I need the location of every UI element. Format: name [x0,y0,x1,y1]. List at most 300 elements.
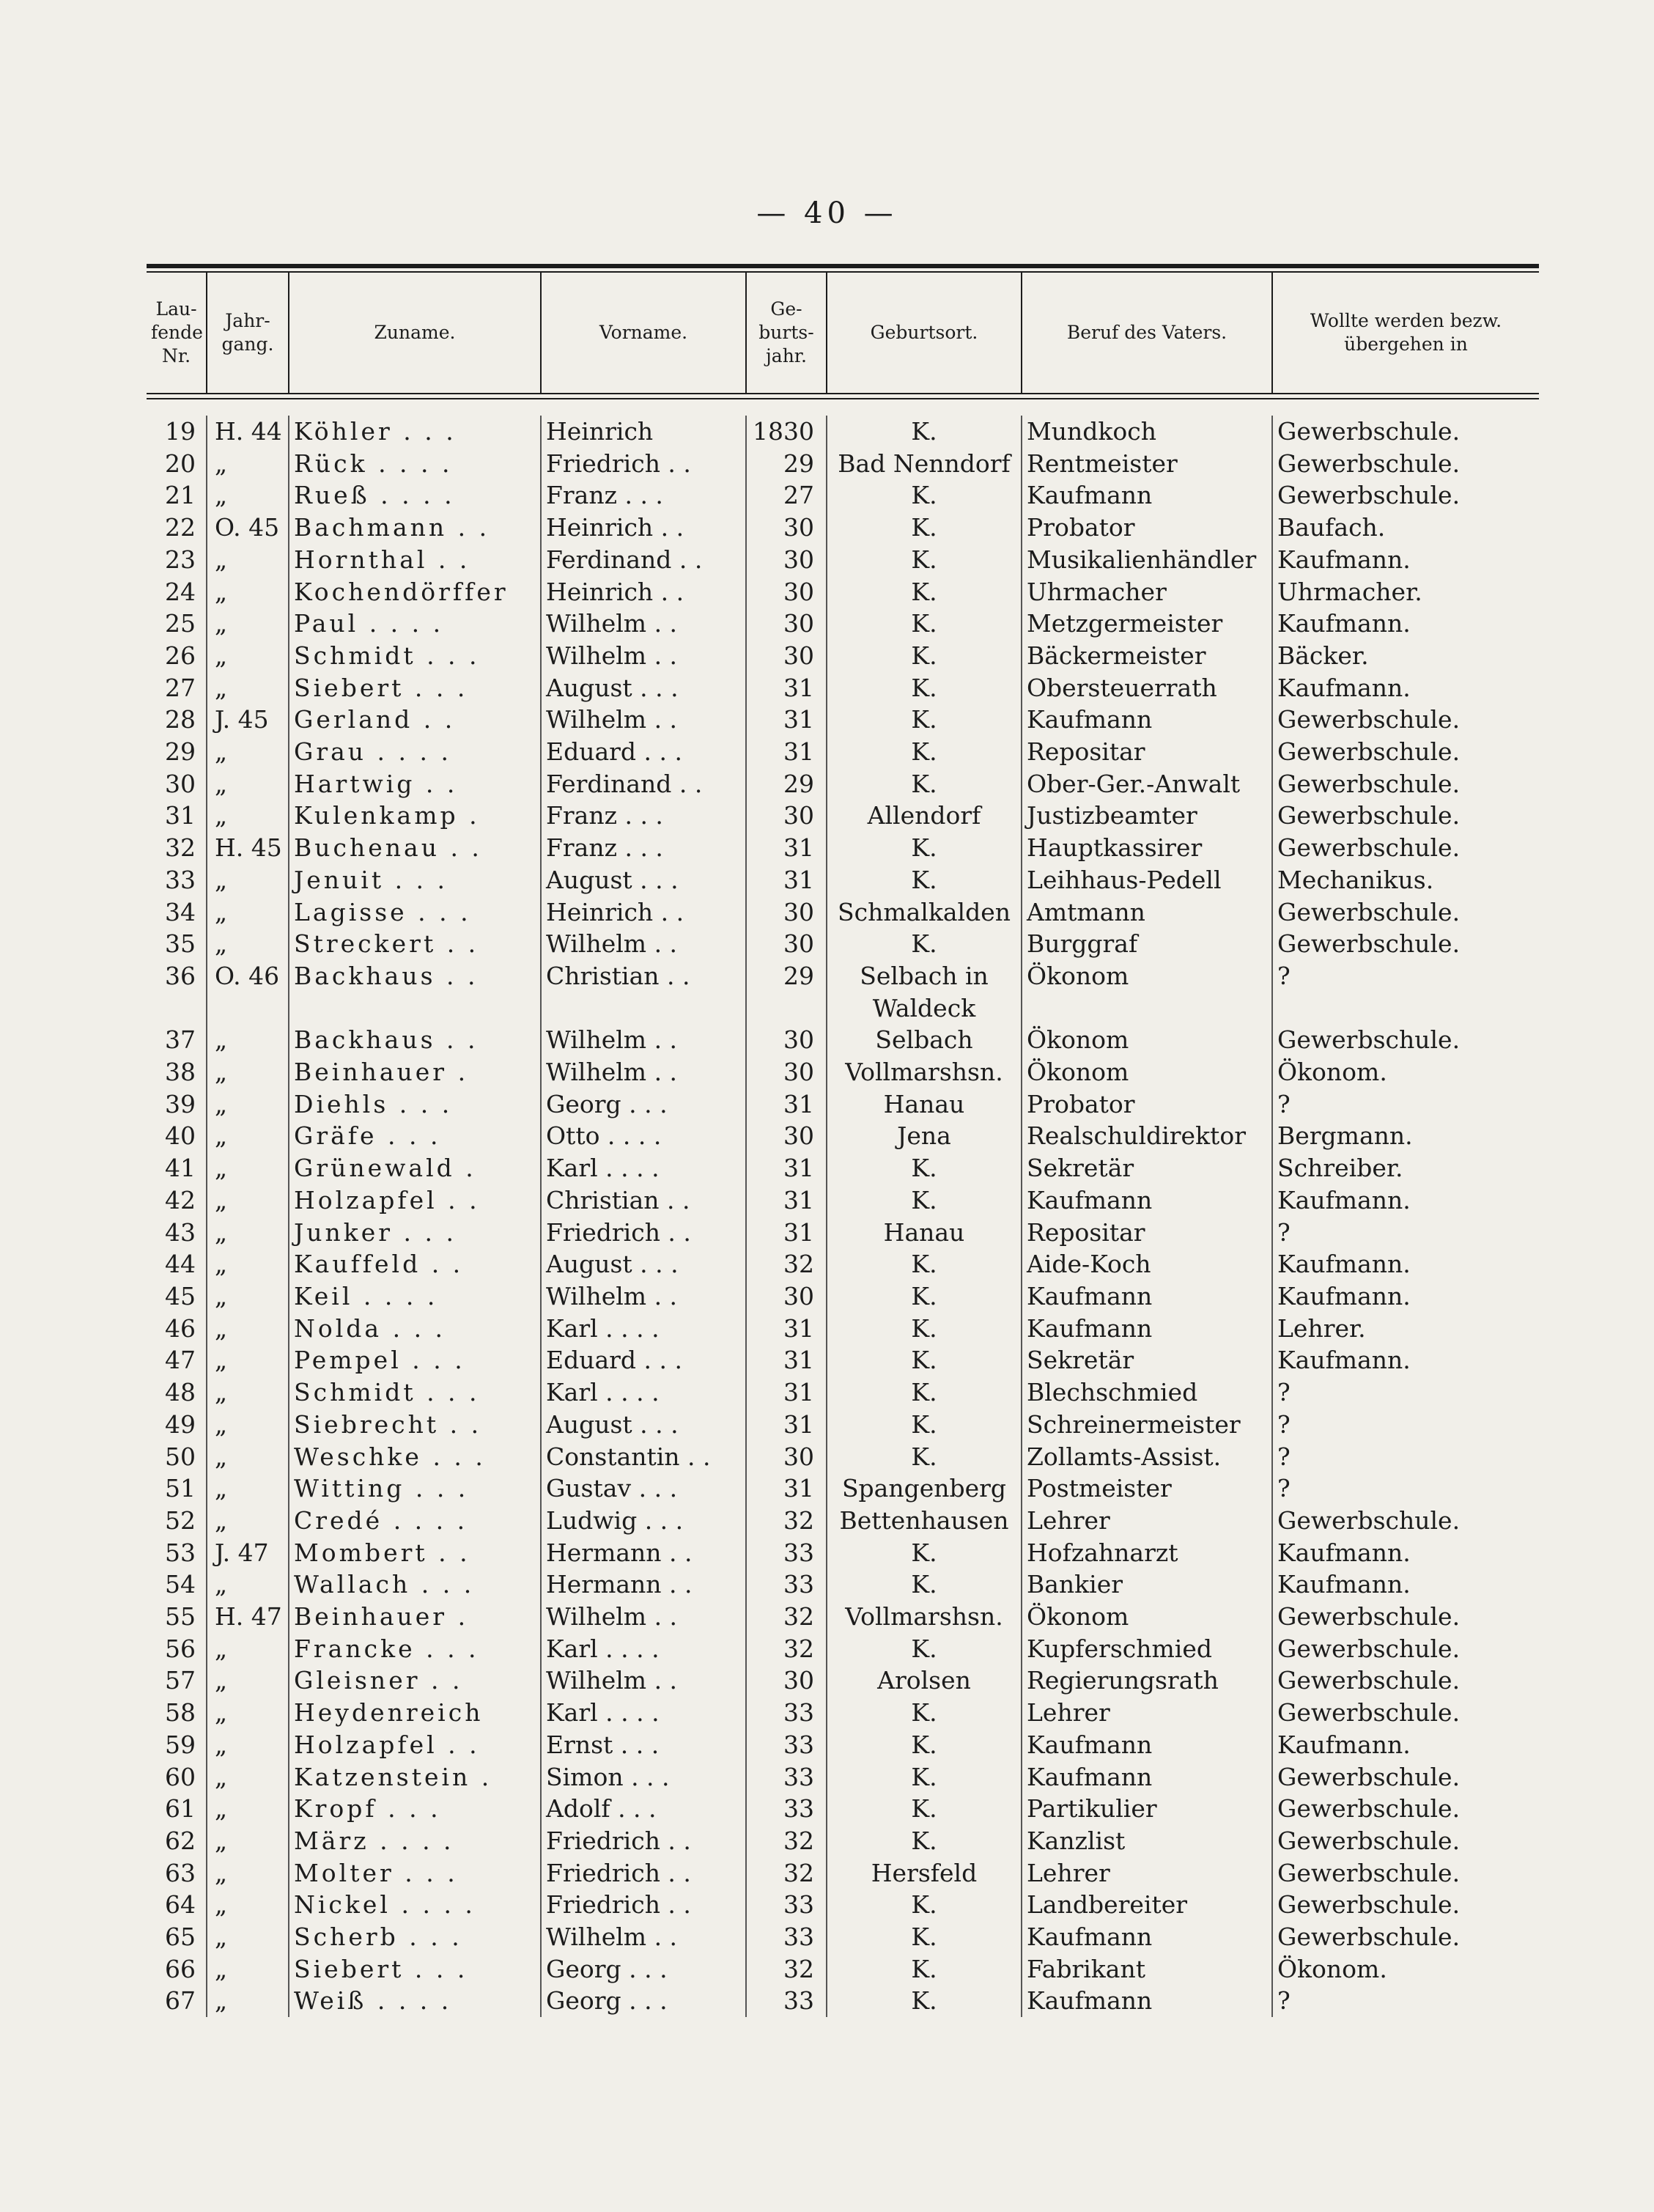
cell-vorname: Wilhelm . . [541,928,746,960]
cell-vorname: Georg . . . [541,1088,746,1121]
cell-beruf: Realschuldirektor [1022,1120,1272,1152]
cell-beruf: Amtmann [1022,896,1272,929]
table-row [147,544,1539,576]
table-row [147,1056,1539,1088]
cell-beruf: Landbereiter [1022,1889,1272,1921]
cell-zuname: Köhler . . . [289,416,541,448]
cell-geburtsjahr: 32 [746,1505,827,1537]
register-table [147,273,1539,393]
cell-nr: 58 [165,1698,196,1728]
cell-geburtsort: K. [827,1889,1022,1921]
cell-wollte [1272,992,1539,1025]
cell-geburtsjahr: 30 [746,608,827,640]
cell-jahrgang: „ [207,1088,289,1121]
cell-zuname: Backhaus . . [289,960,541,992]
cell-geburtsort: K. [827,1761,1022,1793]
cell-geburtsjahr: 29 [746,448,827,480]
cell-beruf: Kaufmann [1022,1184,1272,1217]
cell-geburtsjahr: 31 [746,864,827,896]
cell-wollte: Gewerbschule. [1272,448,1539,480]
cell-nr: 65 [165,1922,196,1952]
cell-jahrgang: „ [207,640,289,672]
cell-zuname: Nolda . . . [289,1313,541,1345]
table-row [147,608,1539,640]
cell-geburtsjahr: 31 [746,704,827,736]
cell-vorname: Christian . . [541,1184,746,1217]
header-zuname: Zuname. [289,273,541,393]
cell-geburtsjahr: 32 [746,1825,827,1857]
cell-beruf: Ökonom [1022,960,1272,992]
cell-geburtsjahr: 32 [746,1601,827,1633]
cell-zuname: Beinhauer . [289,1056,541,1088]
cell-wollte: Gewerbschule. [1272,896,1539,929]
cell-jahrgang: „ [207,896,289,929]
cell-jahrgang: J. 47 [207,1537,289,1569]
cell-zuname: Scherb . . . [289,1921,541,1953]
cell-geburtsort: Hersfeld [827,1857,1022,1890]
cell-nr: 45 [165,1281,196,1310]
header-jahrgang: Jahr-gang. [207,273,289,393]
cell-zuname: Hartwig . . [289,768,541,800]
cell-jahrgang: „ [207,1985,289,2017]
cell-zuname: Rueß . . . . [289,479,541,512]
cell-vorname: Wilhelm . . [541,1280,746,1313]
cell-zuname: Credé . . . . [289,1505,541,1537]
cell-geburtsjahr: 29 [746,768,827,800]
cell-nr: 43 [165,1217,196,1247]
cell-wollte: ? [1272,1409,1539,1441]
cell-wollte: Gewerbschule. [1272,1024,1539,1056]
cell-vorname: Ludwig . . . [541,1505,746,1537]
cell-wollte: Kaufmann. [1272,608,1539,640]
cell-jahrgang: „ [207,1921,289,1953]
cell-jahrgang: „ [207,1024,289,1056]
table-row [147,1793,1539,1825]
cell-vorname: Friedrich . . [541,1825,746,1857]
cell-jahrgang: „ [207,608,289,640]
cell-geburtsjahr: 31 [746,1313,827,1345]
cell-zuname: Holzapfel . . [289,1184,541,1217]
table-row [147,1376,1539,1409]
cell-wollte: Gewerbschule. [1272,736,1539,768]
cell-vorname: Ferdinand . . [541,544,746,576]
cell-nr: 54 [165,1570,196,1599]
cell-jahrgang: „ [207,1953,289,1986]
cell-beruf [1022,992,1272,1025]
cell-geburtsjahr: 33 [746,1985,827,2017]
cell-zuname: Nickel . . . . [289,1889,541,1921]
table-row [147,640,1539,672]
cell-vorname: Friedrich . . [541,1857,746,1890]
cell-geburtsort: K. [827,544,1022,576]
cell-nr: 48 [165,1378,196,1407]
cell-beruf: Musikalienhändler [1022,544,1272,576]
cell-wollte: Gewerbschule. [1272,1601,1539,1633]
cell-wollte: Kaufmann. [1272,672,1539,704]
cell-geburtsjahr: 31 [746,1376,827,1409]
cell-nr: 59 [165,1730,196,1759]
table-row [147,1889,1539,1921]
table-row [147,992,1539,1025]
cell-geburtsort: Hanau [827,1217,1022,1249]
cell-beruf: Kaufmann [1022,1761,1272,1793]
cell-zuname: Witting . . . [289,1472,541,1505]
cell-jahrgang: „ [207,576,289,608]
cell-jahrgang: „ [207,800,289,832]
cell-wollte: ? [1272,1985,1539,2017]
table-row [147,960,1539,992]
cell-nr: 55 [165,1602,196,1632]
cell-zuname: März . . . . [289,1825,541,1857]
cell-geburtsort: Selbach [827,1024,1022,1056]
cell-vorname: August . . . [541,1409,746,1441]
cell-zuname: Kulenkamp . [289,800,541,832]
cell-geburtsjahr: 32 [746,1857,827,1890]
cell-wollte: Gewerbschule. [1272,479,1539,512]
cell-geburtsort: K. [827,608,1022,640]
cell-jahrgang: O. 46 [207,960,289,992]
cell-zuname: Schmidt . . . [289,640,541,672]
cell-nr: 47 [165,1346,196,1375]
cell-jahrgang: O. 45 [207,512,289,544]
cell-zuname: Siebert . . . [289,672,541,704]
cell-geburtsort: Hanau [827,1088,1022,1121]
cell-wollte: ? [1272,1376,1539,1409]
cell-vorname: Karl . . . . [541,1313,746,1345]
cell-wollte: Gewerbschule. [1272,1921,1539,1953]
table-row [147,479,1539,512]
cell-beruf: Kaufmann [1022,1985,1272,2017]
cell-nr: 61 [165,1794,196,1824]
table-row [147,1217,1539,1249]
cell-zuname: Gräfe . . . [289,1120,541,1152]
table-row [147,1729,1539,1761]
cell-nr: 24 [165,577,196,606]
cell-beruf: Lehrer [1022,1505,1272,1537]
cell-geburtsjahr: 31 [746,1409,827,1441]
cell-wollte: ? [1272,1088,1539,1121]
cell-jahrgang: „ [207,1409,289,1441]
cell-beruf: Aide-Koch [1022,1248,1272,1280]
table-row [147,1697,1539,1729]
cell-wollte: Ökonom. [1272,1953,1539,1986]
cell-wollte: Kaufmann. [1272,1344,1539,1376]
cell-vorname: Simon . . . [541,1761,746,1793]
cell-wollte: Schreiber. [1272,1152,1539,1184]
table-row [147,800,1539,832]
header-geburtsort: Geburtsort. [827,273,1022,393]
cell-geburtsort: K. [827,832,1022,864]
cell-vorname: Karl . . . . [541,1633,746,1665]
cell-nr: 42 [165,1185,196,1214]
cell-beruf: Schreinermeister [1022,1409,1272,1441]
cell-nr: 27 [165,673,196,702]
cell-nr: 40 [165,1121,196,1151]
cell-beruf: Fabrikant [1022,1953,1272,1986]
cell-beruf: Ober-Ger.-Anwalt [1022,768,1272,800]
table-row [147,1505,1539,1537]
cell-wollte: Kaufmann. [1272,1729,1539,1761]
cell-zuname: Holzapfel . . [289,1729,541,1761]
cell-jahrgang: „ [207,1889,289,1921]
cell-zuname: Katzenstein . [289,1761,541,1793]
cell-vorname: August . . . [541,672,746,704]
cell-jahrgang: „ [207,1793,289,1825]
cell-wollte: Gewerbschule. [1272,416,1539,448]
cell-nr: 50 [165,1442,196,1471]
cell-geburtsort: Bettenhausen [827,1505,1022,1537]
cell-nr: 29 [165,737,196,767]
cell-geburtsjahr: 31 [746,1088,827,1121]
cell-nr: 19 [165,417,196,446]
header-beruf: Beruf des Vaters. [1022,273,1272,393]
cell-zuname: Lagisse . . . [289,896,541,929]
cell-wollte: Bergmann. [1272,1120,1539,1152]
cell-nr [147,992,207,1025]
cell-beruf: Metzgermeister [1022,608,1272,640]
cell-nr: 53 [165,1538,196,1567]
table-row [147,1664,1539,1697]
cell-nr: 36 [165,961,196,990]
table-row [147,1472,1539,1505]
cell-beruf: Uhrmacher [1022,576,1272,608]
cell-vorname: Otto . . . . [541,1120,746,1152]
header-wollte: Wollte werden bezw. übergehen in [1272,273,1539,393]
cell-nr: 57 [165,1666,196,1695]
cell-nr: 31 [165,801,196,830]
table-row [147,1280,1539,1313]
cell-beruf: Probator [1022,1088,1272,1121]
cell-zuname: Paul . . . . [289,608,541,640]
cell-vorname: Christian . . [541,960,746,992]
cell-zuname: Beinhauer . [289,1601,541,1633]
cell-nr: 37 [165,1025,196,1055]
cell-geburtsjahr: 30 [746,928,827,960]
cell-geburtsjahr: 27 [746,479,827,512]
table-row [147,1344,1539,1376]
cell-geburtsort: K. [827,704,1022,736]
table-body [147,416,1539,2017]
cell-vorname: Wilhelm . . [541,704,746,736]
cell-jahrgang: „ [207,1505,289,1537]
cell-geburtsjahr: 31 [746,672,827,704]
cell-nr: 26 [165,641,196,670]
cell-geburtsjahr: 30 [746,1024,827,1056]
cell-wollte: Kaufmann. [1272,1248,1539,1280]
cell-geburtsort: Allendorf [827,800,1022,832]
cell-vorname: Ferdinand . . [541,768,746,800]
cell-vorname: Wilhelm . . [541,1601,746,1633]
cell-geburtsjahr: 31 [746,736,827,768]
cell-zuname: Keil . . . . [289,1280,541,1313]
register-body [147,416,1539,2017]
cell-beruf: Ökonom [1022,1601,1272,1633]
cell-geburtsjahr: 33 [746,1761,827,1793]
top-rule-thick [147,264,1539,268]
cell-wollte: Kaufmann. [1272,1537,1539,1569]
cell-jahrgang: „ [207,1280,289,1313]
cell-beruf: Kanzlist [1022,1825,1272,1857]
header-rule [147,393,1539,394]
cell-zuname: Francke . . . [289,1633,541,1665]
cell-jahrgang: „ [207,1729,289,1761]
cell-wollte: ? [1272,1472,1539,1505]
cell-jahrgang [207,992,289,1025]
cell-geburtsjahr: 33 [746,1537,827,1569]
cell-geburtsjahr: 30 [746,1664,827,1697]
cell-wollte: Gewerbschule. [1272,1889,1539,1921]
cell-jahrgang: „ [207,448,289,480]
cell-vorname [541,992,746,1025]
cell-geburtsort: K. [827,1409,1022,1441]
cell-wollte: Kaufmann. [1272,1184,1539,1217]
cell-nr: 34 [165,897,196,926]
cell-jahrgang: „ [207,1056,289,1088]
cell-jahrgang: „ [207,1344,289,1376]
table-row [147,1152,1539,1184]
cell-beruf: Kupferschmied [1022,1633,1272,1665]
table-row [147,1985,1539,2017]
cell-nr: 20 [165,449,196,478]
cell-jahrgang: „ [207,1120,289,1152]
cell-geburtsjahr: 30 [746,1441,827,1473]
cell-jahrgang: „ [207,1184,289,1217]
cell-wollte: Gewerbschule. [1272,928,1539,960]
cell-geburtsjahr: 31 [746,1472,827,1505]
cell-geburtsort: Selbach in [827,960,1022,992]
cell-jahrgang: H. 45 [207,832,289,864]
cell-vorname: Adolf . . . [541,1793,746,1825]
cell-beruf: Kaufmann [1022,1280,1272,1313]
cell-vorname: Wilhelm . . [541,1921,746,1953]
cell-beruf: Ökonom [1022,1024,1272,1056]
cell-geburtsort: K. [827,1825,1022,1857]
cell-zuname: Hornthal . . [289,544,541,576]
cell-geburtsort: K. [827,672,1022,704]
table-row [147,576,1539,608]
cell-vorname: Franz . . . [541,479,746,512]
table-row [147,896,1539,929]
table-row [147,1953,1539,1986]
cell-geburtsort: K. [827,1152,1022,1184]
student-register-table [147,264,1539,2017]
cell-zuname: Kochendörffer [289,576,541,608]
cell-geburtsjahr: 30 [746,800,827,832]
cell-vorname: Eduard . . . [541,736,746,768]
cell-geburtsort: K. [827,928,1022,960]
cell-wollte: Gewerbschule. [1272,768,1539,800]
cell-nr: 32 [165,833,196,863]
cell-beruf: Sekretär [1022,1152,1272,1184]
cell-wollte: Bäcker. [1272,640,1539,672]
cell-wollte: ? [1272,960,1539,992]
cell-wollte: Gewerbschule. [1272,1761,1539,1793]
cell-zuname: Siebert . . . [289,1953,541,1986]
cell-zuname: Wallach . . . [289,1568,541,1601]
cell-zuname: Molter . . . [289,1857,541,1890]
cell-beruf: Kaufmann [1022,1921,1272,1953]
cell-vorname: Gustav . . . [541,1472,746,1505]
cell-geburtsjahr: 32 [746,1633,827,1665]
cell-geburtsort: K. [827,1697,1022,1729]
cell-vorname: Heinrich . . [541,576,746,608]
cell-nr: 30 [165,769,196,798]
cell-jahrgang: „ [207,1664,289,1697]
cell-wollte: Mechanikus. [1272,864,1539,896]
cell-zuname: Bachmann . . [289,512,541,544]
cell-nr: 39 [165,1089,196,1118]
cell-vorname: Friedrich . . [541,1217,746,1249]
cell-jahrgang: „ [207,768,289,800]
cell-vorname: Wilhelm . . [541,640,746,672]
cell-jahrgang: H. 44 [207,416,289,448]
cell-beruf: Lehrer [1022,1857,1272,1890]
cell-nr: 64 [165,1890,196,1920]
cell-nr: 52 [165,1505,196,1535]
cell-nr: 28 [165,705,196,734]
cell-geburtsjahr: 30 [746,1120,827,1152]
cell-jahrgang: „ [207,1376,289,1409]
cell-wollte: Kaufmann. [1272,1568,1539,1601]
cell-wollte: Ökonom. [1272,1056,1539,1088]
cell-vorname: August . . . [541,1248,746,1280]
cell-nr: 21 [165,481,196,510]
cell-geburtsort: K. [827,1441,1022,1473]
cell-geburtsjahr: 30 [746,1280,827,1313]
cell-nr: 66 [165,1954,196,1983]
cell-vorname: Eduard . . . [541,1344,746,1376]
cell-nr: 51 [165,1474,196,1503]
cell-zuname: Grünewald . [289,1152,541,1184]
cell-wollte: ? [1272,1217,1539,1249]
cell-vorname: Wilhelm . . [541,1664,746,1697]
cell-beruf: Sekretär [1022,1344,1272,1376]
cell-geburtsort: K. [827,479,1022,512]
cell-zuname: Weschke . . . [289,1441,541,1473]
cell-beruf: Partikulier [1022,1793,1272,1825]
cell-geburtsjahr: 30 [746,896,827,929]
cell-beruf: Kaufmann [1022,704,1272,736]
cell-geburtsort: K. [827,1985,1022,2017]
cell-geburtsjahr: 33 [746,1729,827,1761]
cell-zuname: Jenuit . . . [289,864,541,896]
cell-jahrgang: „ [207,864,289,896]
cell-geburtsjahr: 30 [746,512,827,544]
cell-nr: 22 [165,513,196,542]
cell-geburtsort: K. [827,576,1022,608]
cell-wollte: ? [1272,1441,1539,1473]
cell-beruf: Rentmeister [1022,448,1272,480]
cell-jahrgang: J. 45 [207,704,289,736]
cell-vorname: Wilhelm . . [541,608,746,640]
cell-jahrgang: „ [207,1825,289,1857]
cell-geburtsjahr: 30 [746,640,827,672]
cell-beruf: Probator [1022,512,1272,544]
cell-vorname: Wilhelm . . [541,1024,746,1056]
cell-wollte: Gewerbschule. [1272,800,1539,832]
cell-nr: 49 [165,1409,196,1439]
cell-wollte: Kaufmann. [1272,1280,1539,1313]
table-row [147,1313,1539,1345]
cell-beruf: Kaufmann [1022,479,1272,512]
table-row [147,832,1539,864]
cell-geburtsjahr: 33 [746,1889,827,1921]
cell-geburtsjahr: 31 [746,1184,827,1217]
cell-wollte: Gewerbschule. [1272,704,1539,736]
cell-jahrgang: „ [207,1441,289,1473]
cell-zuname: Weiß . . . . [289,1985,541,2017]
cell-vorname: Karl . . . . [541,1376,746,1409]
